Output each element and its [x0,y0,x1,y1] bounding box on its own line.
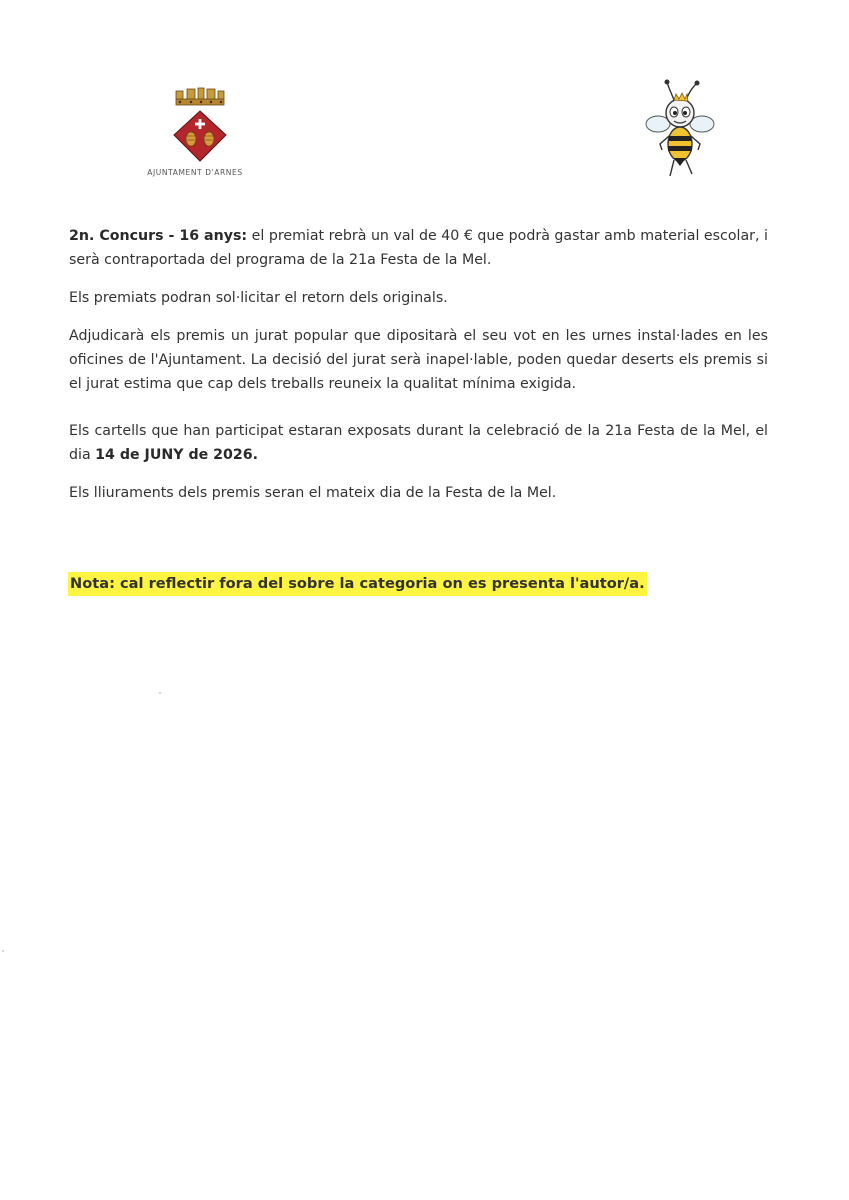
scan-speck [159,692,161,694]
letterhead [0,0,849,200]
exhibition-paragraph [69,419,768,467]
contest-2-heading: 2n. Concurs - 16 anys: [69,228,248,244]
note-block [68,572,647,596]
originals-return-paragraph: Els premiats podran sol·licitar el retorn dels originals. [69,290,448,306]
bee-mascot-icon [640,78,720,182]
exhibition-date: 14 de JUNY de 2026. [95,447,259,463]
jury-paragraph: Adjudicarà els premis un jurat popular que dipositarà el seu vot en les urnes instal·lades en les oficines de l'Ajuntament. La decisió del jurat serà inapel·lable, poden quedar deserts els premis si el jurat estima que cap dels treballs reuneix la qualitat mínima exigida. [69,328,768,392]
contest-2-description: el premiat rebrà un val de 40 € que podrà gastar amb material escolar, i serà contraportada del programa de la 21a Festa de la Mel. [69,228,768,268]
awards-delivery-paragraph: Els lliuraments dels premis seran el mateix dia de la Festa de la Mel. [69,485,557,501]
exhibition-text: Els cartells que han participat estaran exposats durant la celebració de la 21a Festa de la Mel, el dia [69,423,768,463]
scan-speck [2,950,4,952]
document-body [69,224,768,505]
highlighted-note: Nota: cal reflectir fora del sobre la categoria on es presenta l'autor/a. [68,572,647,596]
municipality-name: AJUNTAMENT D'ARNES [147,168,243,177]
coat-of-arms-icon [160,85,240,165]
contest-2-paragraph [69,224,768,272]
